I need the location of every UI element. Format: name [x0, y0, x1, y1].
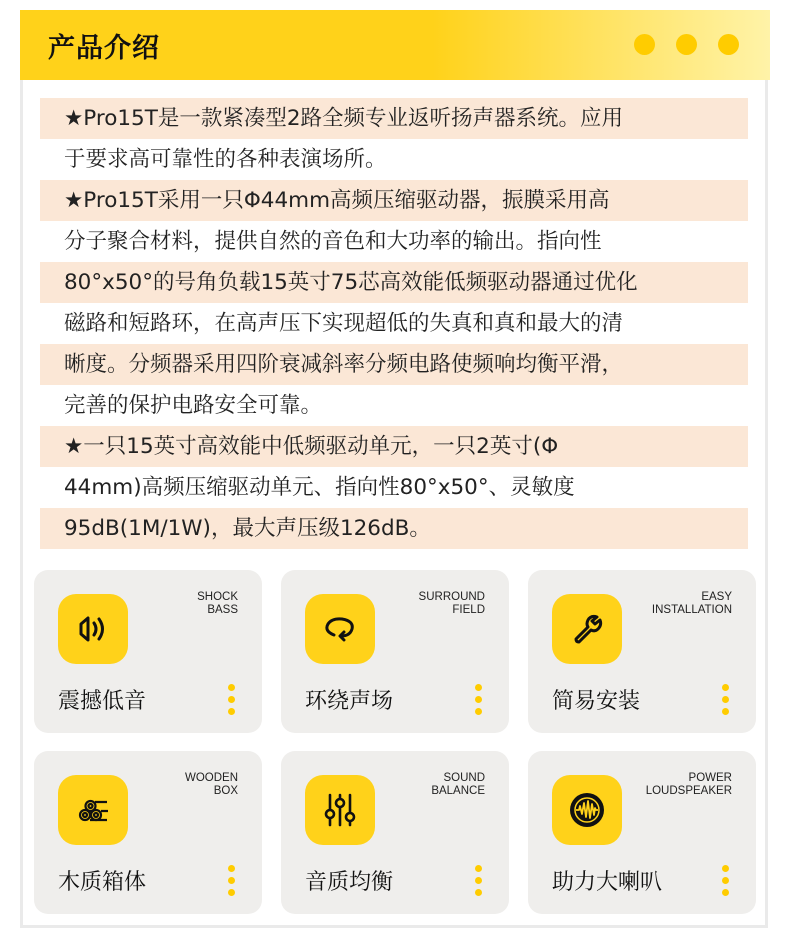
- equalizer-sliders-icon: [320, 790, 360, 830]
- feature-title: 音质均衡: [305, 870, 394, 895]
- feature-english-label: POWER LOUDSPEAKER: [645, 772, 732, 797]
- wrench-icon: [567, 609, 607, 649]
- feature-card-wooden-box: [34, 751, 262, 914]
- feature-english-label: SHOCK BASS: [197, 591, 238, 616]
- feature-card-sound-balance: [281, 751, 509, 914]
- description-line: 分子聚合材料，提供自然的音色和大功率的输出。指向性: [64, 229, 602, 254]
- feature-card-surround-field: [281, 570, 509, 733]
- feature-title: 助力大喇叭: [552, 870, 663, 895]
- more-dots-icon[interactable]: [228, 865, 236, 899]
- more-dots-icon[interactable]: [475, 865, 483, 899]
- decor-dot: [676, 34, 697, 55]
- description-line: ★Pro15T采用一只Φ44mm高频压缩驱动器，振膜采用高: [40, 180, 748, 221]
- feature-english-label: SOUND BALANCE: [431, 772, 485, 797]
- feature-english-label: SURROUND FIELD: [418, 591, 485, 616]
- surround-arrow-icon: [320, 609, 360, 649]
- description-line: 44mm)高频压缩驱动单元、指向性80°x50°、灵敏度: [64, 475, 575, 500]
- feature-title: 环绕声场: [305, 689, 394, 714]
- product-description: [40, 98, 748, 549]
- section-title: 产品介绍: [48, 33, 160, 64]
- loudspeaker-wave-icon: [567, 790, 607, 830]
- feature-title: 木质箱体: [58, 870, 147, 895]
- description-line: 于要求高可靠性的各种表演场所。: [64, 147, 387, 172]
- description-line: 磁路和短路环，在高声压下实现超低的失真和真和最大的清: [64, 311, 624, 336]
- feature-title: 简易安装: [552, 689, 641, 714]
- feature-card-shock-bass: [34, 570, 262, 733]
- decor-dot: [634, 34, 655, 55]
- more-dots-icon[interactable]: [722, 865, 730, 899]
- description-line: 晰度。分频器采用四阶衰减斜率分频电路使频响均衡平滑，: [40, 344, 748, 385]
- more-dots-icon[interactable]: [475, 684, 483, 718]
- decor-dot: [718, 34, 739, 55]
- feature-card-power-loudspeaker: [528, 751, 756, 914]
- more-dots-icon[interactable]: [228, 684, 236, 718]
- wood-logs-icon: [73, 790, 113, 830]
- feature-english-label: WOODEN BOX: [184, 772, 238, 797]
- feature-title: 震撼低音: [58, 689, 147, 714]
- speaker-sound-icon: [73, 609, 113, 649]
- description-line: 95dB(1M/1W)，最大声压级126dB。: [40, 508, 748, 549]
- more-dots-icon[interactable]: [722, 684, 730, 718]
- feature-english-label: EASY INSTALLATION: [651, 591, 732, 616]
- feature-card-easy-installation: [528, 570, 756, 733]
- description-line: 完善的保护电路安全可靠。: [64, 393, 323, 418]
- description-line: ★一只15英寸高效能中低频驱动单元，一只2英寸(Φ: [40, 426, 748, 467]
- description-line: ★Pro15T是一款紧凑型2路全频专业返听扬声器系统。应用: [40, 98, 748, 139]
- description-line: 80°x50°的号角负载15英寸75芯高效能低频驱动器通过优化: [40, 262, 748, 303]
- section-header: [20, 10, 770, 80]
